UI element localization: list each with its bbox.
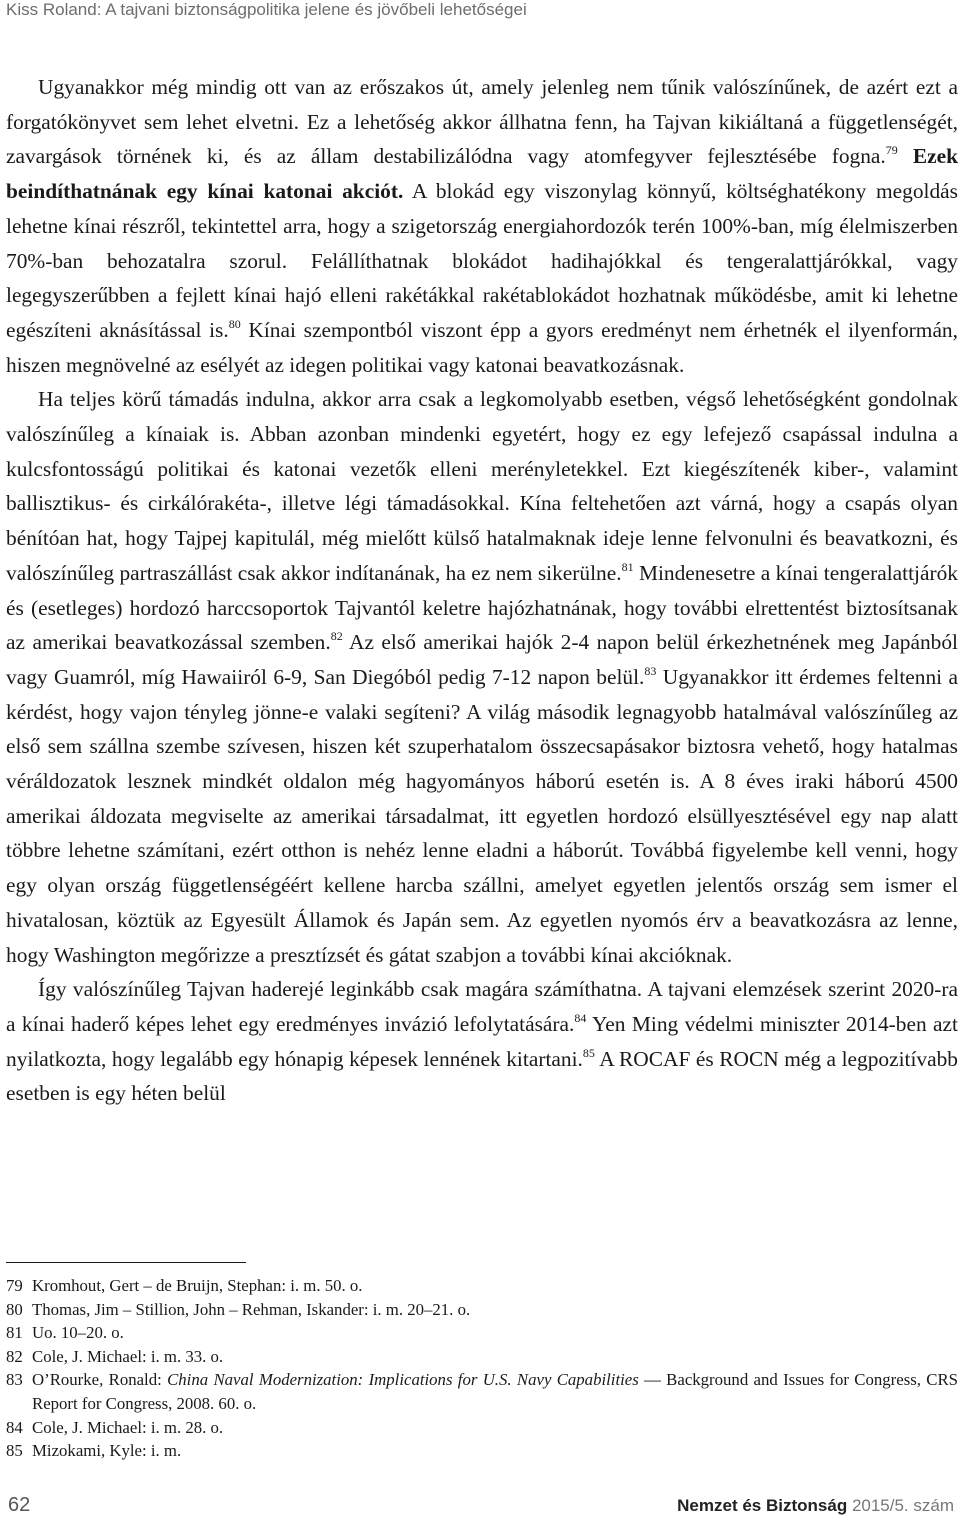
text-run: Ha teljes körű támadás indulna, akkor arra csak a legkomolyabb esetben, végső lehetőségként gondolnak valószínűleg a kínaiak is. Abban azonban mindenki egyetért, hogy ez egy lefejező csapással indulna a kulcsfontosságú politikai és katonai vezetők elleni merényletekkel. Ezt kiegészítenék kiber-, valamint ballisztikus- és cirkálórakéta-, illetve légi támadásokkal. Kína feltehetően azt várná, hogy a csapás olyan bénítóan hat, hogy Tajpej kapitulál, még mielőtt külső hatalmaknak ideje lenne felvonulni és beavatkozni, és valószínűleg partraszállást csak akkor indítanának, ha ez nem sikerülne. bbox=[6, 387, 958, 585]
footnote-83 bbox=[6, 1368, 958, 1415]
running-head: Kiss Roland: A tajvani biztonságpolitika jelene és jövőbeli lehetőségei bbox=[6, 0, 527, 19]
footnote-text: Uo. 10–20. o. bbox=[32, 1323, 124, 1343]
footnote-text: Thomas, Jim – Stillion, John – Rehman, Iskander: i. m. 20–21. o. bbox=[32, 1299, 471, 1319]
text-run: Yen Ming védelmi miniszter 2014-ben azt nyilatkozta, hogy legalább egy hónapig képesek lennének kitartani. bbox=[6, 1011, 958, 1071]
footnote-ref-81[interactable]: 81 bbox=[621, 559, 634, 574]
footnote-rest: — Background and Issues for Congress, CRS Report for Congress, 2008. 60. o. bbox=[32, 1370, 958, 1413]
footnote-text: Kromhout, Gert – de Bruijn, Stephan: i. m. 50. o. bbox=[32, 1276, 363, 1295]
footnote-number: 82 bbox=[6, 1346, 23, 1366]
footnote-ref-84[interactable]: 84 bbox=[574, 1010, 587, 1025]
page-number: 62 bbox=[8, 1494, 31, 1516]
footnotes bbox=[6, 1274, 958, 1463]
journal-name: Nemzet és Biztonság bbox=[677, 1496, 848, 1515]
footnote-ref-79[interactable]: 79 bbox=[885, 143, 898, 158]
text-run: A ROCAF és ROCN még a legpozitívabb esetben is egy héten belül bbox=[6, 1046, 959, 1106]
text-run: A blokád egy viszonylag könnyű, költséghatékony megoldás lehetne kínai részről, tekintettel arra, hogy a szigetország energiahordozók terén 100%-ban, míg élelmiszerben 70%-ban behozatalra szorul. Felállíthatnak blokádot hadihajókkal és tengeralattjárókkal, vagy legegyszerűbben a fejlett kínai hajó elleni rakétákkal rakétablokádot hozhatnak működésbe, amit ki lehetne egészíteni aknásítással is. bbox=[6, 179, 958, 342]
journal-footer bbox=[677, 1496, 954, 1516]
footnote-text: Mizokami, Kyle: i. m. bbox=[32, 1441, 182, 1461]
footnote-text bbox=[32, 1368, 958, 1415]
footnote-text: Cole, J. Michael: i. m. 33. o. bbox=[32, 1346, 224, 1366]
footnote-number: 79 bbox=[6, 1276, 23, 1295]
footnote-79 bbox=[6, 1274, 958, 1298]
footnote-divider bbox=[6, 1262, 246, 1263]
text-run: Így valószínűleg Tajvan haderejé leginkább csak magára számíthatna. A tajvani elemzések szerint 2020-ra a kínai haderő képes lehet egy eredményes invázió lefolytatására. bbox=[6, 977, 958, 1036]
journal-issue: 2015/5. szám bbox=[851, 1496, 954, 1515]
footnote-number: 84 bbox=[6, 1417, 23, 1437]
footnote-text: Cole, J. Michael: i. m. 28. o. bbox=[32, 1417, 224, 1437]
footnote-84 bbox=[6, 1416, 958, 1440]
footnote-85 bbox=[6, 1439, 958, 1463]
article-body bbox=[6, 70, 958, 1111]
footnote-ref-83[interactable]: 83 bbox=[644, 663, 657, 678]
text-run: Kínai szempontból viszont épp a gyors eredményt nem érhetnék el ilyenformán, hiszen megnövelné az esélyét az idegen politikai vagy katonai beavatkozásnak. bbox=[6, 317, 958, 377]
footnote-title: China Naval Modernization: Implications for U.S. Navy Capabilities bbox=[167, 1370, 639, 1390]
footnote-number: 85 bbox=[6, 1441, 23, 1461]
footnote-number: 80 bbox=[6, 1299, 23, 1319]
text-run: Ugyanakkor még mindig ott van az erőszakos út, amely jelenleg nem tűnik valószínűnek, de azért ezt a forgatókönyvet sem lehet elvetni. Ez a lehetőség akkor állhatna fenn, ha Tajvan kikiáltaná a függetlenségét, zavargások törnének ki, és az állam destabilizálódna vagy atomfegyver fejlesztésébe fogna. bbox=[6, 75, 958, 169]
footnote-80 bbox=[6, 1298, 958, 1322]
paragraph-1 bbox=[6, 70, 958, 382]
text-run: Ugyanakkor itt érdemes feltenni a kérdést, hogy vajon tényleg jönne-e valaki segíteni? A világ második legnagyobb hatalmával valószínűleg az első sem szállna szembe szívesen, hiszen két szuperhatalom összecsapásakor biztosra vehető, hogy hatalmas véráldozatok lesznek mindkét oldalon még hagyományos háború esetén is. A 8 éves iraki háború 4500 amerikai áldozata megviselte az amerikai társadalmat, itt egyetlen hordozó elsüllyesztésével egy nap alatt többre lehetne számítani, ezért otthon is nehéz lenne eladni a háborút. Továbbá figyelembe kell venni, hogy egy olyan ország függetlenségéért kellene harcba szállni, amelyet egyetlen jelentős ország sem ismer el hivatalosan, köztük az Egyesült Államok és Japán sem. Az egyetlen nyomós érv a beavatkozásra az lenne, hogy Washington megőrizze a presztízsét és gátat szabjon a további kínai akcióknak. bbox=[6, 664, 959, 967]
footnote-author: O’Rourke, Ronald: bbox=[32, 1370, 168, 1390]
footnote-82 bbox=[6, 1345, 958, 1369]
footnote-number: 81 bbox=[6, 1323, 23, 1343]
footnote-ref-85[interactable]: 85 bbox=[582, 1045, 595, 1060]
footnote-81 bbox=[6, 1321, 958, 1345]
footnote-number: 83 bbox=[6, 1370, 23, 1390]
text-run-bold: Ezek beindíthatnának egy kínai katonai akciót. bbox=[6, 144, 958, 204]
text-run: Mindenesetre a kínai tengeralattjárók és (esetleges) hordozó harccsoportok Tajvantól keletre hajózhatnának, hogy további elrettentést biztosítsanak az amerikai beavatkozással szemben. bbox=[6, 560, 958, 655]
footnote-ref-82[interactable]: 82 bbox=[330, 629, 343, 644]
text-run: Az első amerikai hajók 2-4 napon belül érkezhetnének meg Japánból vagy Guamról, míg Hawaiiról 6-9, San Diegóból pedig 7-12 napon belül. bbox=[6, 630, 958, 689]
footnote-ref-80[interactable]: 80 bbox=[228, 316, 241, 331]
paragraph-2 bbox=[6, 382, 958, 972]
paragraph-3 bbox=[6, 972, 958, 1111]
